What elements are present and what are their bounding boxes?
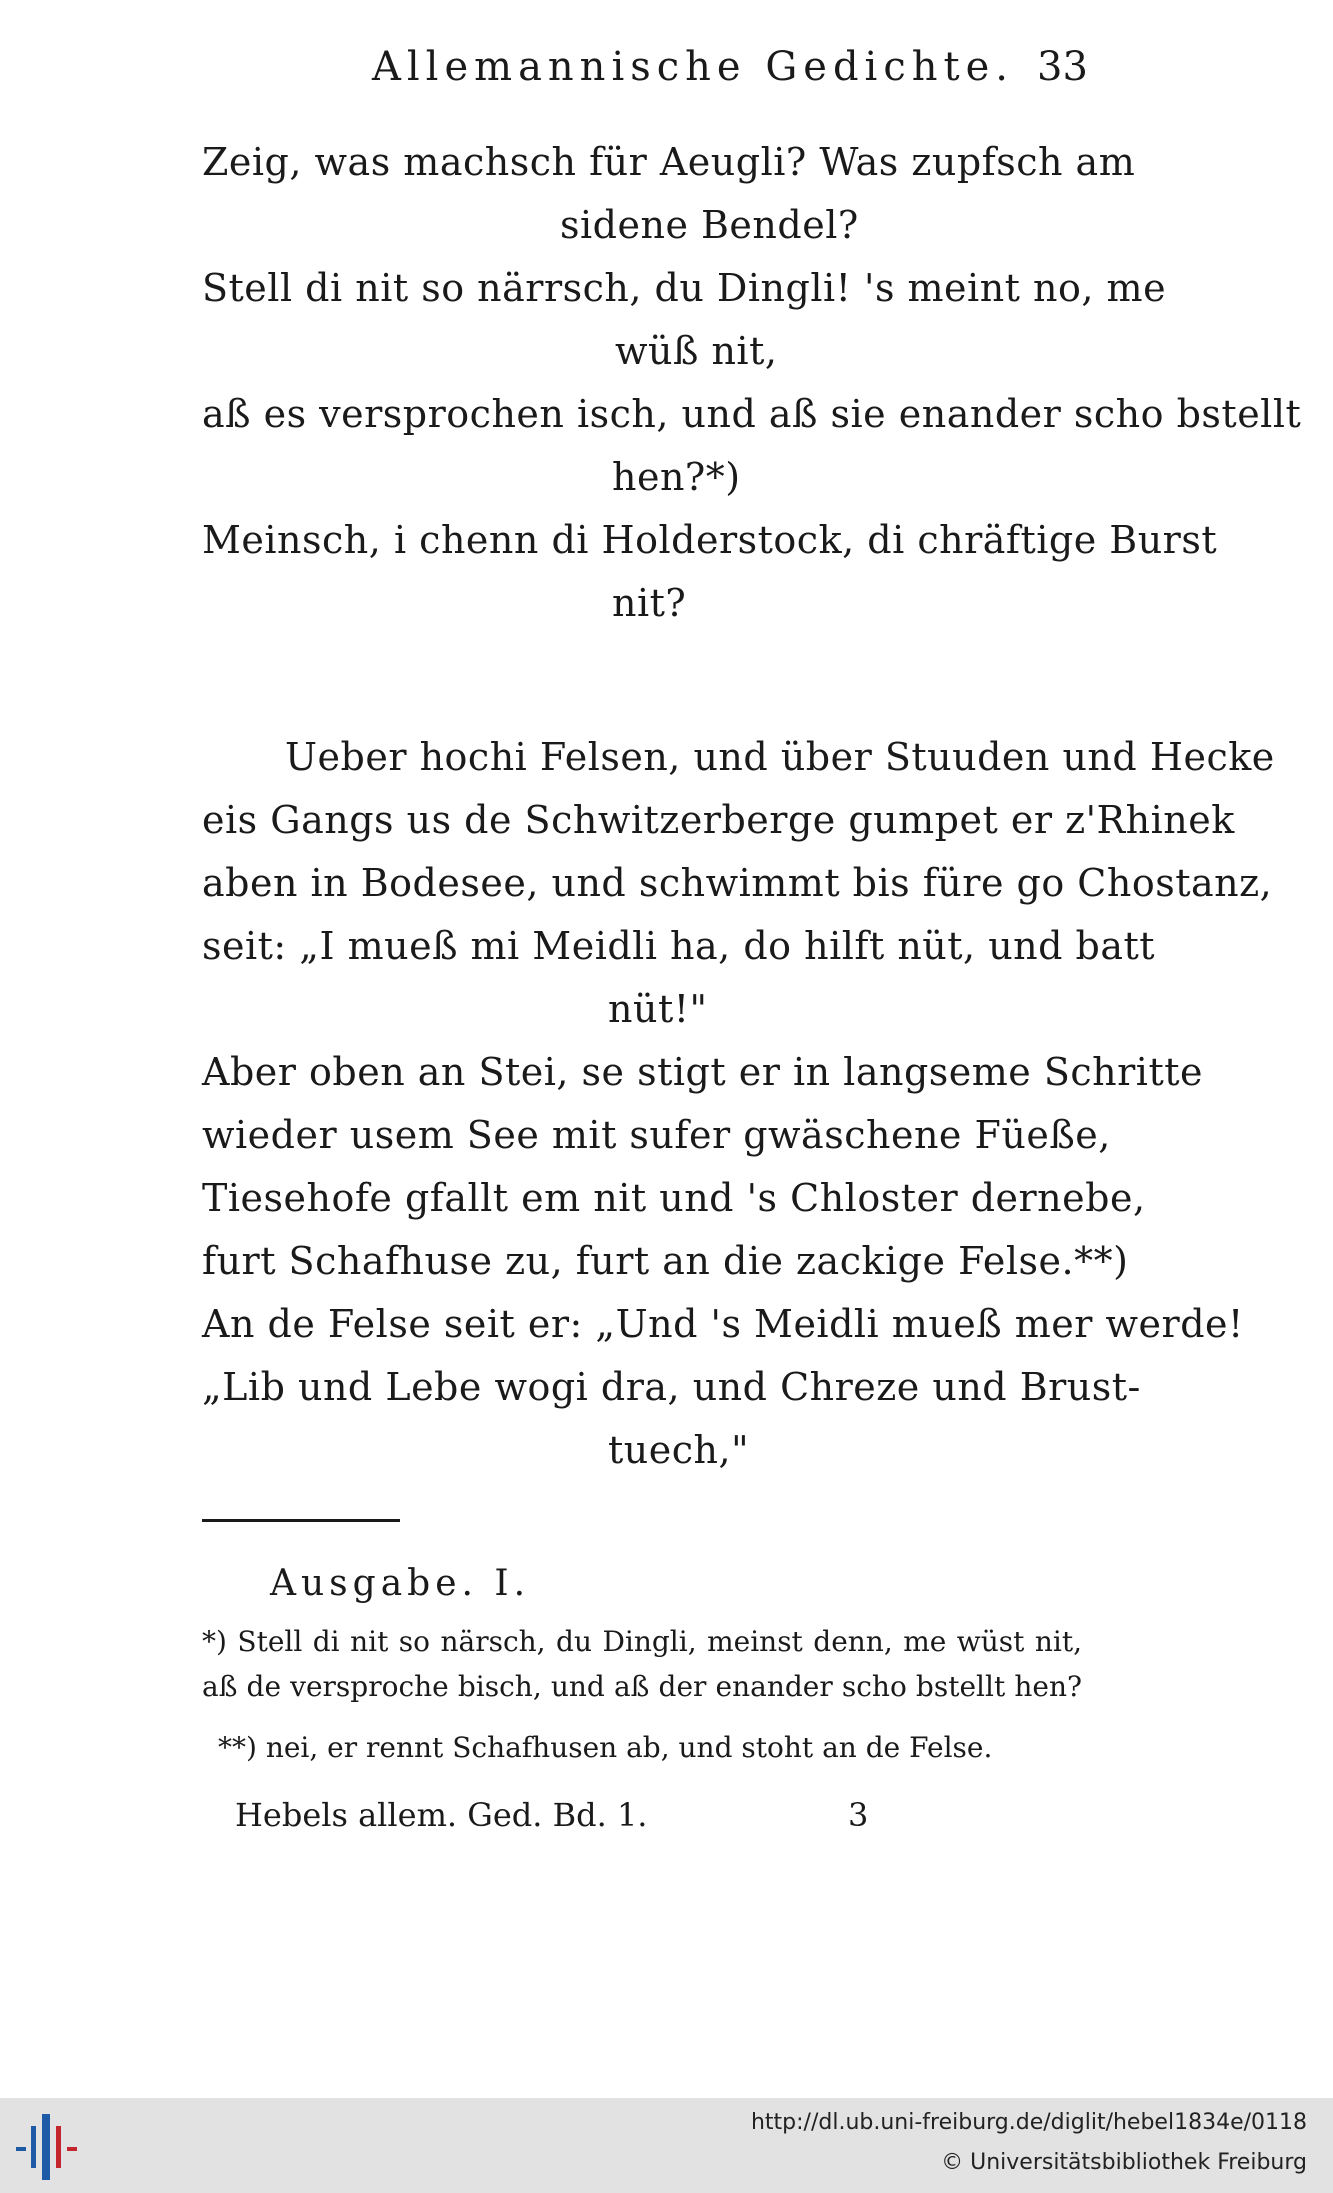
poem-line-continuation: nit?	[612, 581, 687, 625]
running-header-title: Allemannische Gedichte.	[372, 44, 1014, 90]
footnote-line: *) Stell di nit so närsch, du Dingli, meinst denn, me wüst nit,	[202, 1625, 1082, 1658]
footnote-line: aß de versproche bisch, und aß der enander scho bstellt hen?	[202, 1670, 1082, 1703]
poem-line: wieder usem See mit sufer gwäschene Füeße,	[202, 1113, 1111, 1157]
poem-line: eis Gangs us de Schwitzerberge gumpet er z'Rhinek	[202, 798, 1235, 842]
poem-line: Meinsch, i chenn di Holderstock, di chräftige Burst	[202, 518, 1218, 562]
poem-line: Zeig, was machsch für Aeugli? Was zupfsch am	[202, 140, 1136, 184]
poem-line-continuation: hen?*)	[612, 455, 741, 499]
footnote-divider	[202, 1519, 400, 1522]
poem-line: Ueber hochi Felsen, und über Stuuden und Hecke	[285, 735, 1275, 779]
signature-mark: Hebels allem. Ged. Bd. 1.	[235, 1796, 648, 1834]
poem-line: Tiesehofe gfallt em nit und 's Chloster dernebe,	[202, 1176, 1146, 1220]
copyright-notice: © Universitätsbibliothek Freiburg	[941, 2150, 1307, 2175]
footnote-heading: Ausgabe. I.	[270, 1563, 531, 1604]
poem-line-continuation: tuech,"	[608, 1428, 750, 1472]
poem-line-continuation: nüt!"	[608, 987, 708, 1031]
source-url-link[interactable]: http://dl.ub.uni-freiburg.de/diglit/hebel1834e/0118	[750, 2110, 1307, 2135]
signature-number: 3	[848, 1796, 869, 1834]
poem-line: aß es versprochen isch, und aß sie enander scho bstellt	[202, 392, 1302, 436]
poem-line-continuation: wüß nit,	[615, 329, 778, 373]
poem-line: seit: „I mueß mi Meidli ha, do hilft nüt, und batt	[202, 924, 1156, 968]
poem-line: furt Schafhuse zu, furt an die zackige Felse.**)	[202, 1239, 1129, 1283]
poem-line: aben in Bodesee, und schwimmt bis füre go Chostanz,	[202, 861, 1273, 905]
poem-line: An de Felse seit er: „Und 's Meidli mueß mer werde!	[202, 1302, 1244, 1346]
footnote-line: **) nei, er rennt Schafhusen ab, und stoht an de Felse.	[218, 1731, 993, 1764]
library-logo-icon	[12, 2112, 82, 2182]
page-number: 33	[1037, 44, 1088, 90]
poem-line-continuation: sidene Bendel?	[560, 203, 859, 247]
poem-line: „Lib und Lebe wogi dra, und Chreze und Brust-	[202, 1365, 1141, 1409]
poem-line: Stell di nit so närrsch, du Dingli! 's meint no, me	[202, 266, 1167, 310]
poem-line: Aber oben an Stei, se stigt er in langseme Schritte	[202, 1050, 1203, 1094]
